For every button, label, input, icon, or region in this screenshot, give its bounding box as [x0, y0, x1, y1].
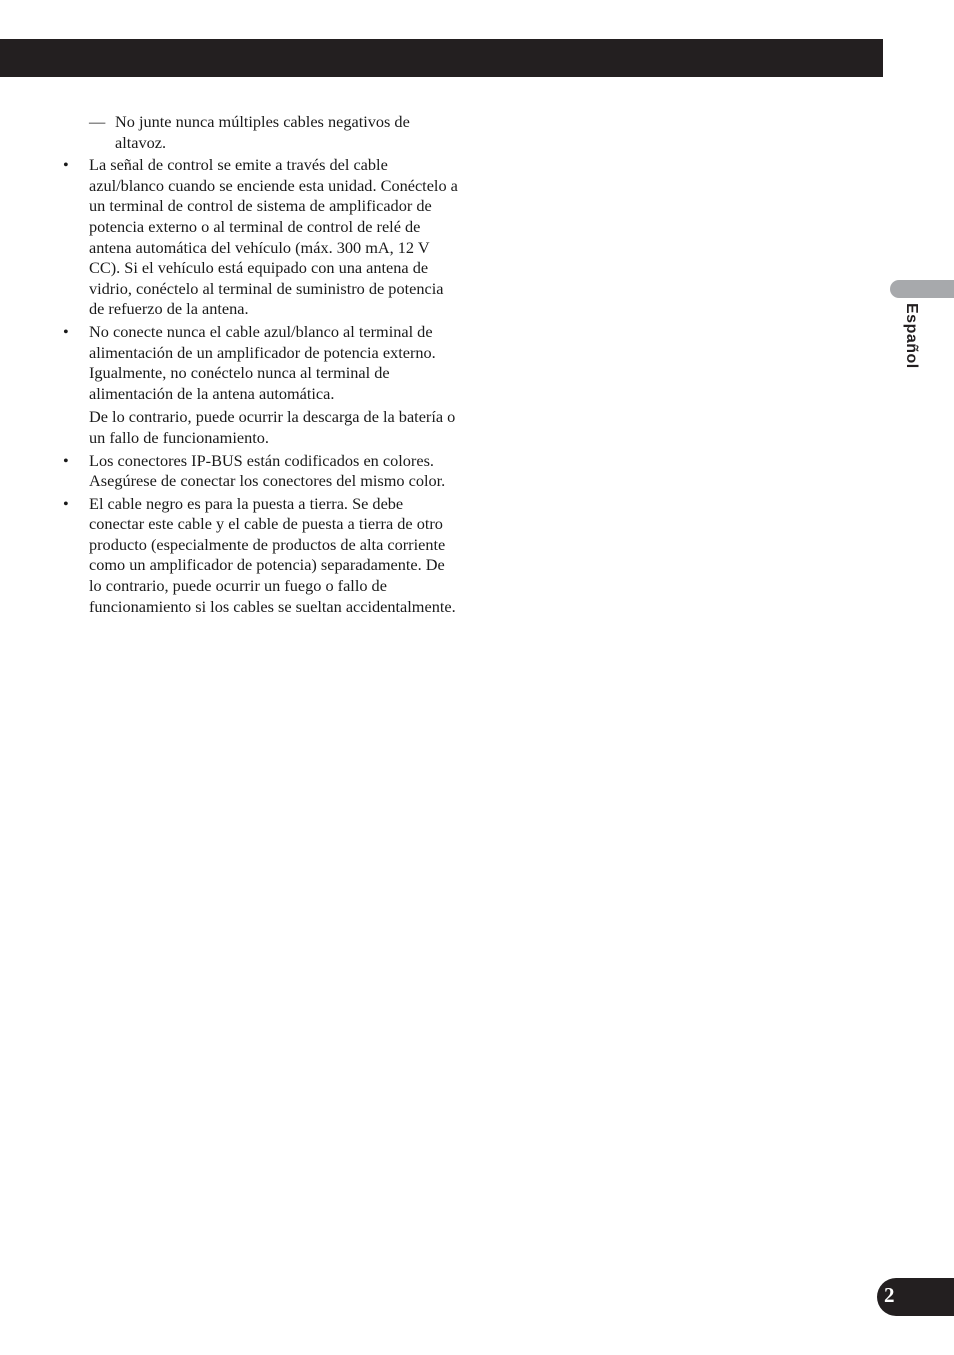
bullet-text: Los conectores IP-BUS están codificados en colores. Asegúrese de conectar los conectores del mismo color. [89, 450, 446, 491]
bullet-marker: • [63, 493, 69, 513]
bullet-continuation: De lo contrario, puede ocurrir la descarga de la batería o un fallo de funcionamiento. [89, 407, 456, 447]
bullet-marker: • [63, 450, 69, 470]
bullet-marker: • [63, 321, 69, 341]
bullet-text: No conecte nunca el cable azul/blanco al terminal de alimentación de un amplificador de potencia externo. Igualmente, no conéctelo nunca al terminal de alimentación de la antena automática. [89, 321, 436, 403]
bullet-text: La señal de control se emite a través del cable azul/blanco cuando se enciende esta unidad. Conéctelo a un terminal de control de sistema de amplificador de potencia externo o al terminal de control de relé de antena automática del vehículo (máx. 300 mA, 12 V CC). Si el vehículo está equipado con una antena de vidrio, conéctelo al terminal de suministro de potencia de refuerzo de la antena. [89, 155, 458, 319]
bullet-item [62, 494, 458, 618]
page-content [62, 112, 458, 619]
bullet-item [62, 322, 458, 449]
header-bar [0, 39, 883, 77]
bullet-item [62, 451, 458, 492]
bullet-item [62, 155, 458, 320]
bullet-list [62, 155, 458, 617]
bullet-marker: • [63, 155, 69, 175]
language-label: Español [903, 303, 920, 369]
bullet-text: El cable negro es para la puesta a tierra. Se debe conectar este cable y el cable de puesta a tierra de otro producto (especialmente de productos de alta corriente como un amplificador de potencia) separadamente. De lo contrario, puede ocurrir un fuego o fallo de funcionamiento si los cables se sueltan accidentalmente. [89, 493, 456, 616]
language-tab [890, 280, 954, 298]
page-number: 2 [884, 1283, 895, 1307]
dash-marker: — [89, 112, 106, 131]
dash-list-item [62, 112, 458, 153]
dash-item-text: No junte nunca múltiples cables negativos de altavoz. [115, 112, 410, 152]
